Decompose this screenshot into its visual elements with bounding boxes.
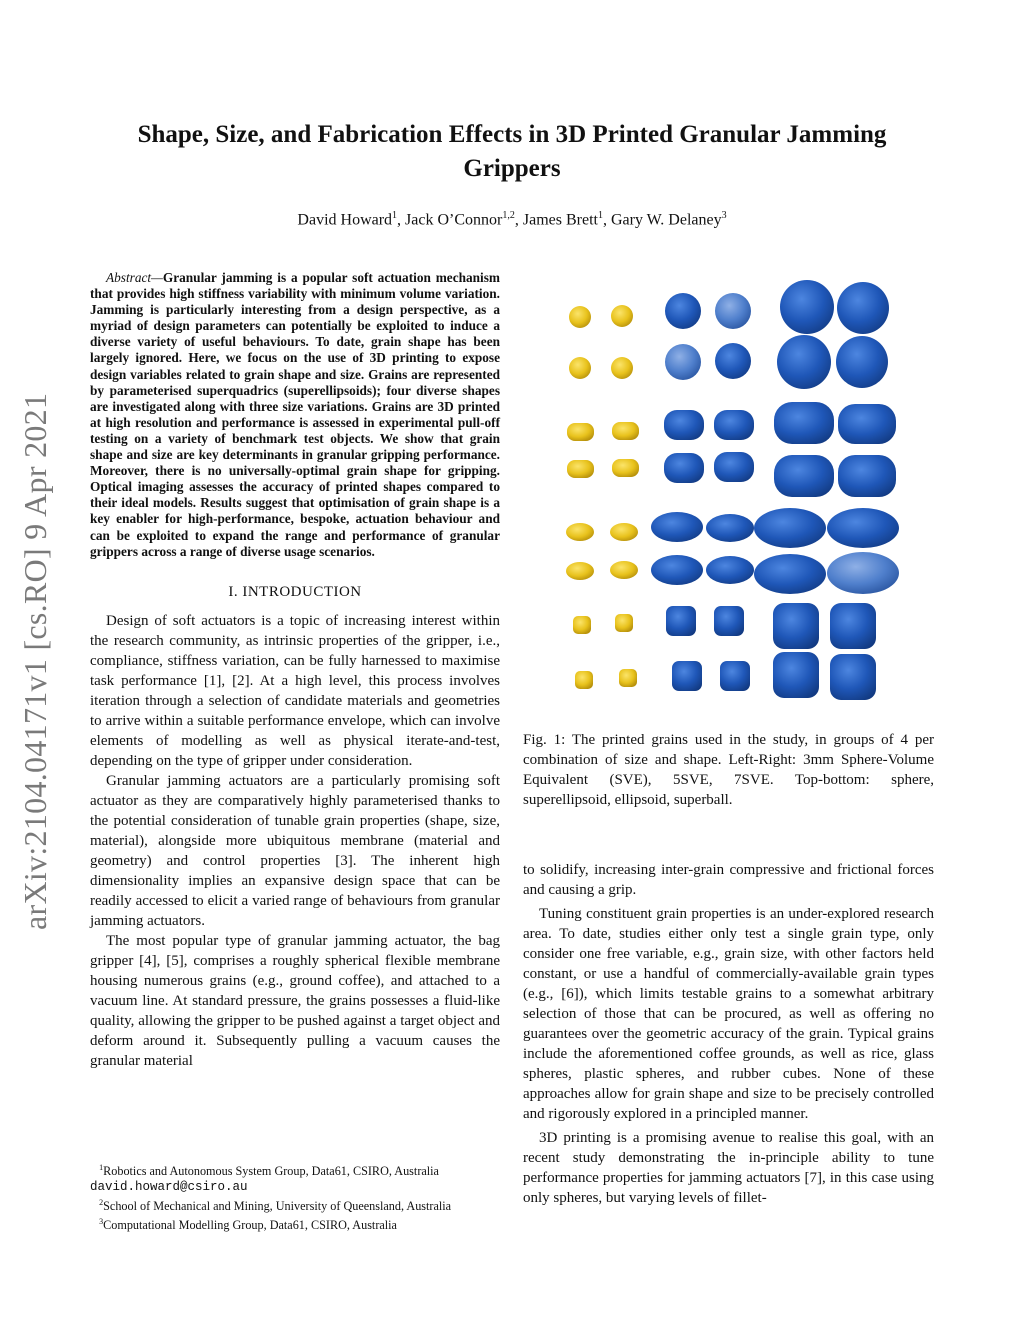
grain-ellipsoid-5sve (706, 514, 754, 542)
footnote-email: david.howard@csiro.au (90, 1180, 248, 1195)
body-paragraph: 3D printing is a promising avenue to realise this goal, with an recent study demonstrating the in-principle ability to tune performance properties for jamming actuators [7], in this case using only spheres, but varying levels of fillet- (523, 1130, 934, 1206)
footnote (90, 1160, 500, 1179)
grain-superellipsoid-5sve (714, 410, 754, 440)
author-list: David Howard$^1$, Jack O’Connor$^{1,2}$, James Brett$^1$, Gary W. Delaney$^3$ (297, 210, 727, 229)
grain-ellipsoid-7sve (827, 552, 899, 594)
grain-ellipsoid-5sve (651, 555, 703, 585)
grain-group-superellipsoid (567, 402, 896, 497)
grain-group-superball (573, 603, 876, 700)
grain-superball-3sve (615, 614, 633, 632)
grain-sphere-3sve (569, 357, 591, 379)
footnote (90, 1195, 500, 1214)
abstract-text: Granular jamming is a popular soft actuation mechanism that provides high stiffness variability with minimum volume variation. Jamming is particularly interesting from a design perspective, as a myriad of design parameters can potentially be exploited to induce a diverse variety of useful behaviours. To date, grain shape has been largely ignored. Here, we focus on the use of 3D printing to expose design variables related to grain shape and size. Grains are represented by parameterised superquadrics (superellipsoids); four diverse shapes are investigated along with three size variations. Grains are 3D printed at high resolution and performance is assessed in experimental pull-off testing on a variety of benchmark test objects. We show that grain shape and size are key determinants in granular gripping performance. Moreover, there is no universally-optimal grain shape for gripping. Optical imaging assesses the accuracy of printed shapes compared to their ideal models. Results suggest that optimisation of grain shape is a key enabler for high-performance, bespoke, actuation behaviour and can be exploited to expand the range and performance of granular grippers across a range of diverse usage scenarios. (90, 270, 500, 559)
intro-paragraph: The most popular type of granular jamming actuator, the bag gripper [4], [5], comprises a roughly spherical flexible membrane housing numerous grains (e.g., ground coffee), and attached to a vacuum line. At standard pressure, the grains possesses a fluid-like quality, allowing the gripper to be pushed against a target object and deform around it. Subsequently pulling a vacuum causes the granular material (90, 932, 500, 1069)
author-affiliation: 3 (721, 210, 727, 221)
right-column (523, 860, 934, 1208)
grain-superball-3sve (619, 669, 637, 687)
figure-caption: Fig. 1: The printed grains used in the study, in groups of 4 per combination of size and shape. Left-Right: 3mm Sphere-Volume Equivalent (SVE), 5SVE, 7SVE. Top-bottom: sphere, superellipsoid, ellipsoid, superball. (523, 732, 934, 808)
body-paragraph: Tuning constituent grain properties is an under-explored research area. To date, studies either only test a single grain type, only consider one free variable, e.g., grain size, with other factors held constant, or use a handful of commercially-available grain types (e.g., [6]), which limits testable grains to a somewhat arbitrary selection of those that can be procured, as well as offering no guarantees over the geometric accuracy of the grain. Typical grains include the aforementioned coffee grounds, as well as rice, glass spheres, plastic spheres, and rubber cubes. None of these approaches allow for grain shape and size to be precisely controlled and rigorously explored in a principled manner. (523, 906, 934, 1122)
arxiv-identifier: arXiv:2104.04171v1 [cs.RO] 9 Apr 2021 (17, 392, 53, 930)
grain-superellipsoid-5sve (664, 410, 704, 440)
body-paragraph: to solidify, increasing inter-grain compressive and frictional forces and causing a grip. (523, 862, 934, 898)
grain-superellipsoid-3sve (567, 423, 594, 441)
grain-ellipsoid-3sve (566, 523, 594, 541)
grain-superball-7sve (830, 654, 876, 700)
grain-superball-3sve (575, 671, 593, 689)
left-column (90, 270, 500, 1071)
paper-title: Shape, Size, and Fabrication Effects in 3D Printed Granular Jamming Grippers (137, 121, 887, 182)
figure-printed-grains (540, 270, 925, 710)
grain-ellipsoid-7sve (754, 508, 826, 548)
footnote-text: Robotics and Autonomous System Group, Data61, CSIRO, Australia (103, 1164, 439, 1179)
grain-sphere-7sve (836, 336, 888, 388)
grain-superball-5sve (672, 661, 702, 691)
grain-superball-7sve (773, 652, 819, 698)
section-heading-introduction: I. INTRODUCTION (228, 583, 362, 600)
grain-superellipsoid-5sve (664, 453, 704, 483)
footnote-mark: 2 (99, 1198, 104, 1208)
grain-ellipsoid-3sve (610, 523, 638, 541)
grain-superball-5sve (714, 606, 744, 636)
author-name: Jack O’Connor (405, 211, 503, 229)
author-affiliation: 1 (597, 210, 603, 221)
grain-sphere-5sve (665, 344, 701, 380)
author-affiliation: 1 (392, 210, 398, 221)
grain-superellipsoid-3sve (567, 460, 594, 478)
grain-superellipsoid-7sve (774, 455, 834, 497)
grain-sphere-7sve (777, 335, 831, 389)
grain-sphere-7sve (780, 280, 834, 334)
footnote (90, 1214, 500, 1233)
intro-paragraph: Granular jamming actuators are a particularly promising soft actuator as they are comparatively highly parameterised thanks to the potential consideration of tunable grain properties (shape, size, material), alongside more ubiquitous membrane (material and geometry) and control properties [3]. The inherent high dimensionality implies an expansive design space that can be readily accessed to elicit a varied range of behaviours from granular jamming actuators. (90, 772, 500, 929)
grain-ellipsoid-3sve (566, 562, 594, 580)
footnote-text: School of Mechanical and Mining, University of Queensland, Australia (103, 1199, 452, 1214)
grain-group-ellipsoid (566, 508, 899, 594)
footnote-mark: 3 (99, 1217, 104, 1227)
grain-superellipsoid-5sve (714, 452, 754, 482)
footnote-mark: 1 (99, 1163, 104, 1172)
grain-superball-3sve (573, 616, 591, 634)
abstract-label: Abstract— (106, 270, 163, 285)
grain-superball-5sve (666, 606, 696, 636)
author-name: James Brett (522, 211, 598, 229)
grain-ellipsoid-3sve (610, 561, 638, 579)
grain-superellipsoid-7sve (838, 455, 896, 497)
grain-sphere-7sve (837, 282, 889, 334)
grain-sphere-3sve (569, 306, 591, 328)
grain-sphere-5sve (715, 293, 751, 329)
grain-group-sphere (569, 280, 889, 389)
author-affiliation: 1,2 (502, 210, 515, 221)
grain-sphere-3sve (611, 305, 633, 327)
grain-sphere-5sve (715, 343, 751, 379)
grain-superellipsoid-3sve (612, 459, 639, 477)
footnote-text: Computational Modelling Group, Data61, CSIRO, Australia (103, 1218, 397, 1233)
grain-ellipsoid-7sve (827, 508, 899, 548)
author-name: Gary W. Delaney (610, 211, 722, 229)
grain-superball-5sve (720, 661, 750, 691)
grain-superellipsoid-3sve (612, 422, 639, 440)
grain-ellipsoid-7sve (754, 554, 826, 594)
author-name: David Howard (297, 211, 393, 229)
grain-superball-7sve (773, 603, 819, 649)
grain-ellipsoid-5sve (651, 512, 703, 542)
grain-ellipsoid-5sve (706, 556, 754, 584)
grain-superellipsoid-7sve (774, 402, 834, 444)
abstract (90, 270, 500, 560)
footnotes (90, 1160, 500, 1233)
grain-sphere-5sve (665, 293, 701, 329)
grain-superball-7sve (830, 603, 876, 649)
grain-superellipsoid-7sve (838, 404, 896, 444)
grain-sphere-3sve (611, 357, 633, 379)
intro-paragraph: Design of soft actuators is a topic of increasing interest within the research community, as intrinsic properties of the gripper, i.e., compliance, stiffness variation, can be fully harnessed to maximise task performance [1], [2]. At a high level, this process involves iteration through a selection of candidate materials and geometries to arrive within a suitable performance envelope, which can involve elements of modelling as well as physical iterate-and-test, depending on the type of gripper under consideration. (90, 612, 500, 769)
